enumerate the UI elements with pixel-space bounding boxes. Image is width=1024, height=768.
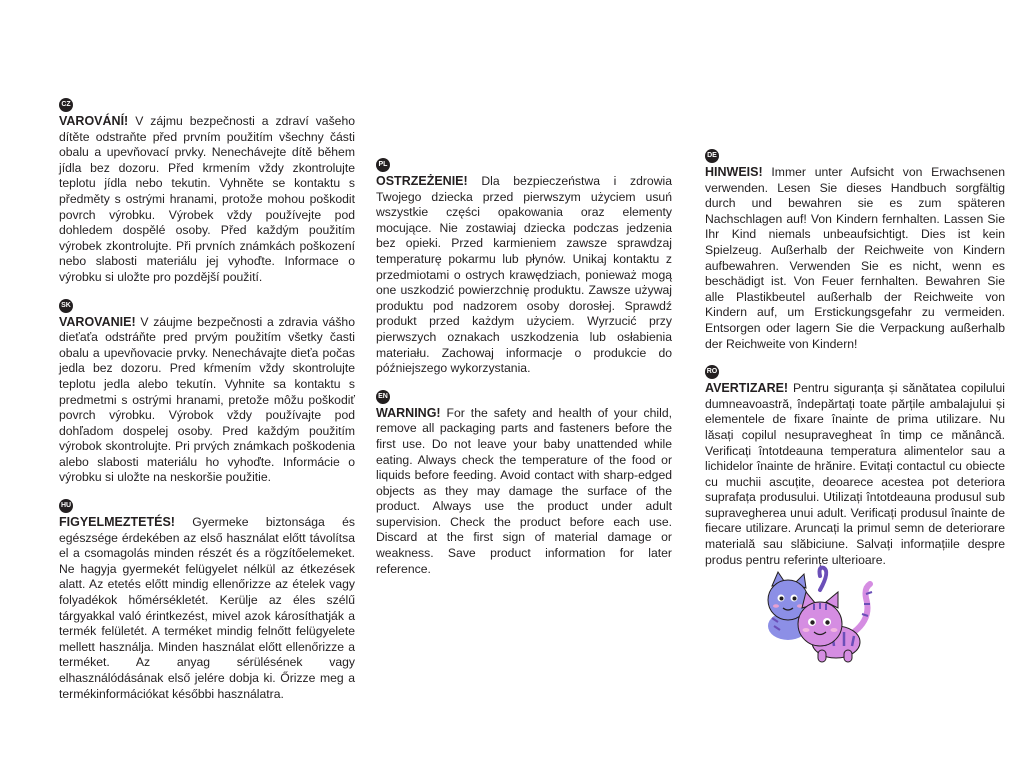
warning-heading-de: HINWEIS!: [705, 165, 763, 179]
language-badge-de: DE: [705, 149, 719, 163]
warning-text-de: [705, 165, 1005, 352]
warning-text-ro: [705, 381, 1005, 568]
section-hu: [59, 494, 355, 702]
language-badge-ro: RO: [705, 365, 719, 379]
language-badge-en: EN: [376, 390, 390, 404]
warning-heading-hu: FIGYELMEZTETÉS!: [59, 515, 175, 530]
language-badge-pl: PL: [376, 158, 390, 172]
warning-body-cz: V zájmu bezpečnosti a zdraví vašeho dítěte odstraňte před prvním použitím všechny části obalu a upevňovací prvky. Nenechávejte dítě během jídla bez dozoru. Před krmením vždy zkontrolujte teplotu jídla nebo tekutin. Vyhněte se kontaktu s předměty s ostrými hranami, protože mohou poškodit povrch výrobku. Výrobek vždy používejte pod dohledem dospělé osoby. Před každým použitím výrobek zkontrolujte. Při prvních známkách poškození nebo slabosti materiálu jej vyhoďte. Informace o výrobku si uložte pro pozdější použití.: [59, 114, 355, 284]
warning-text-sk: [59, 315, 355, 487]
warning-text-pl: [376, 174, 672, 377]
warning-heading-sk: VAROVANIE!: [59, 314, 136, 329]
warning-heading-cz: VAROVÁNÍ!: [59, 114, 129, 128]
section-sk: [59, 294, 355, 487]
section-pl: [376, 153, 672, 377]
pink-cat-icon: [798, 584, 872, 662]
warning-body-pl: Dla bezpieczeństwa i zdrowia Twojego dziecka przed pierwszym użyciem usuń wszystkie części opakowania oraz elementy mocujące. Nie zostawiaj dziecka podczas jedzenia bez opieki. Przed karmieniem zawsze sprawdzaj temperaturę pokarmu lub płynów. Unikaj kontaktu z przedmiotami o ostrych krawędziach, ponieważ mogą one uszkodzić powierzchnię produktu. Zawsze używaj produktu pod nadzorem osoby dorosłej. Sprawdź produkt przed każdym użyciem. Wyrzucić przy pierwszych oznakach uszkodzenia lub osłabienia materiału. Zachowaj informacje o produkcie do późniejszego wykorzystania.: [376, 174, 672, 376]
warning-heading-ro: AVERTIZARE!: [705, 381, 789, 396]
section-de: [705, 144, 1005, 352]
language-badge-cz: CZ: [59, 98, 73, 112]
column-left: [59, 93, 355, 710]
language-badge-hu: HU: [59, 499, 73, 513]
warning-text-hu: [59, 515, 355, 702]
language-badge-sk: SK: [59, 299, 73, 313]
warning-body-sk: V záujme bezpečnosti a zdravia vášho dieťaťa odstráňte pred prvým použitím všetky časti obalu a upevňovacie prvky. Nenechávajte dieťa počas jedla bez dozoru. Pred kŕmením vždy skontrolujte teplotu jedla alebo tekutín. Vyhnite sa kontaktu s predmetmi s ostrými hranami, pretože môžu poškodiť povrch výrobku. Výrobok vždy používajte pod dohľadom dospelej osoby. Pred každým použitím výrobok skontrolujte. Pri prvých známkach poškodenia alebo slabosti materiálu ho vyhoďte. Informácie o výrobku si uložte na neskoršie použitie.: [59, 314, 355, 485]
two-cats-illustration: [758, 562, 882, 666]
warning-body-en: For the safety and health of your child, remove all packaging parts and fasteners before the first use. Do not leave your baby unattended while eating. Always check the temperature of the food or liquids before feeding. Avoid contact with sharp-edged objects as they may damage the surface of the product. Always use the product under adult supervision. Check the product before each use. Discard at the first sign of material damage or weakness. Save product information for later reference.: [376, 405, 672, 576]
warning-text-cz: [59, 114, 355, 286]
warning-text-en: [376, 406, 672, 578]
section-en: [376, 385, 672, 578]
warning-body-hu: Gyermeke biztonsága és egészsége érdekében az első használat előtt távolítsa el a csomagolás minden részét és a rögzítőelemeket. Ne hagyja gyermekét felügyelet nélkül az étkezések alatt. Az etetés előtt mindig ellenőrizze az ételek vagy folyadékok hőmérsékletét. Kerülje az éles szélű tárgyakkal való érintkezést, mivel azok károsíthatják a termék felületét. A terméket mindig felnőtt felügyelete mellett használja. Minden használat előtt ellenőrizze a terméket. Az anyag sérülésének vagy elhasználódásának első jelére dobja ki. Őrizze meg a termékinformációkat későbbi használatra.: [59, 515, 355, 701]
section-cz: [59, 93, 355, 286]
warning-heading-en: WARNING!: [376, 405, 441, 420]
warning-body-de: Immer unter Aufsicht von Erwachsenen verwenden. Lesen Sie dieses Handbuch sorgfältig durch und bewahren sie es zum späteren Nachschlagen auf! Von Kindern fernhalten. Lassen Sie Ihr Kind niemals unbeaufsichtigt. Dies ist kein Spielzeug. Außerhalb der Reichweite von Kindern aufbewahren. Verwenden Sie es nicht, wenn es beschädigt ist. Von Feuer fernhalten. Bewahren Sie alle Plastikbeutel außerhalb der Reichweite von Kindern auf, um Erstickungsgefahr zu vermeiden. Entsorgen oder lagern Sie die Verpackung außerhalb der Reichweite von Kindern!: [705, 165, 1005, 351]
section-ro: [705, 360, 1005, 568]
column-right: [705, 144, 1005, 576]
column-middle: [376, 153, 672, 585]
warning-heading-pl: OSTRZEŻENIE!: [376, 174, 468, 188]
warning-body-ro: Pentru siguranța și sănătatea copilului dumneavoastră, îndepărtați toate părțile ambalajului și elementele de fixare înainte de prima utilizare. Nu lăsați copilul nesupravegheat în timp ce mănâncă. Verificați întotdeauna temperatura alimentelor sau a lichidelor înainte de hrănire. Evitați contactul cu obiecte cu muchii ascuțite, deoarece acestea pot deteriora suprafața produsului. Utilizați întotdeauna produsul sub supravegherea unui adult. Verificați produsul înainte de fiecare utilizare. Aruncați la primul semn de deteriorare materială sau slăbiciune. Salvați informațiile despre produs pentru referințe ulterioare.: [705, 381, 1005, 567]
